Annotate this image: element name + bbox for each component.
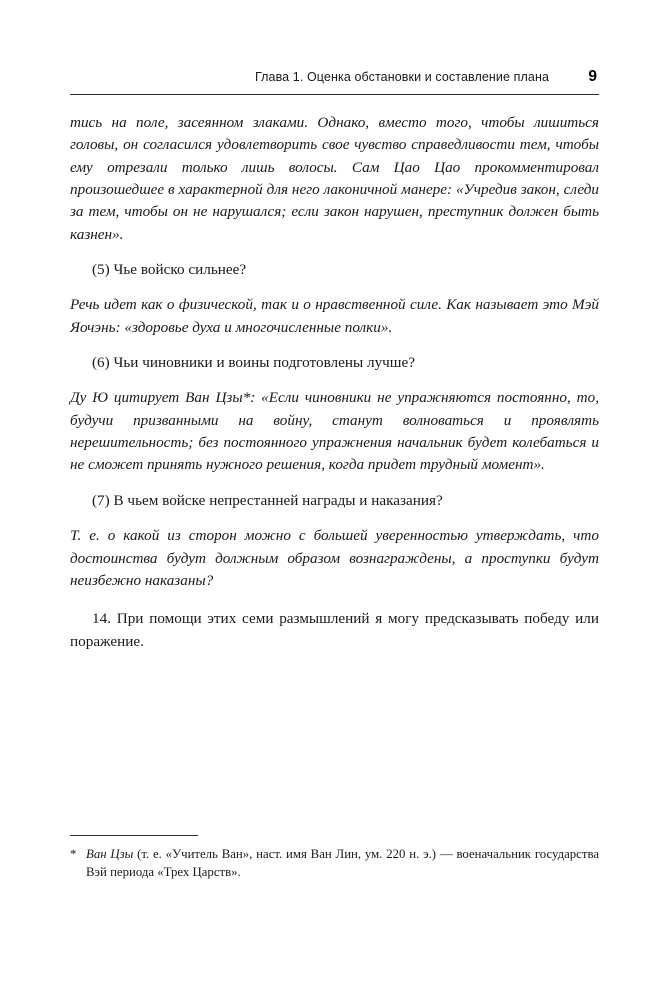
header-divider — [70, 94, 599, 95]
commentary-7: Т. е. о какой из сторон можно с большей уверенностью утверждать, что достоинства будут должным образом вознаграждены, а проступки будут неизбежно наказаны? — [70, 527, 599, 589]
footnote-divider — [70, 835, 198, 836]
question-6: (6) Чьи чиновники и воины подготовлены лучше? — [92, 354, 415, 372]
running-head: Глава 1. Оценка обстановки и составление плана — [254, 70, 549, 84]
paragraph-continuation: тись на поле, засеянном злаками. Однако, вместо того, чтобы лишиться головы, он согласился удовлетворить свое чувство справедливости тем, чтобы ему отрезали только лишь волосы. Сам Цао Цао прокомментировал произошедшее в характерной для него лаконичной манере: «Учредив закон, следи за тем, чтобы он не нарушался; если закон нарушен, преступник должен быть казнен». — [70, 114, 599, 243]
question-5: (5) Чье войско сильнее? — [92, 261, 247, 279]
footnote — [70, 845, 599, 881]
footnote-term: Ван Цзы — [86, 846, 134, 861]
numbered-paragraph-14: 14. При помощи этих семи размышлений я могу предсказывать победу или поражение. — [70, 610, 599, 650]
page-number: 9 — [588, 68, 597, 85]
footnote-text — [86, 845, 599, 881]
commentary-6: Ду Ю цитирует Ван Цзы*: «Если чиновники не упражняются постоянно, то, будучи призванными на войну, станут волноваться и проявлять нерешительность; без постоянного упражнения начальник будет колебаться и не сможет принять нужного решения, когда придет трудный момент». — [70, 389, 599, 474]
question-7: (7) В чьем войске непрестанней награды и наказания? — [92, 491, 443, 509]
page-body — [70, 112, 599, 653]
footnote-marker: * — [70, 846, 77, 861]
footnote-body: (т. е. «Учитель Ван», наст. имя Ван Лин, ум. 220 н. э.) — военачальник государства Вэй периода «Трех Царств». — [86, 846, 599, 879]
page-header — [70, 68, 599, 86]
footnote-area — [70, 835, 599, 881]
commentary-5: Речь идет как о физической, так и о нравственной силе. Как называет это Мэй Яочэнь: «здоровье духа и многочисленные полки». — [70, 296, 599, 336]
